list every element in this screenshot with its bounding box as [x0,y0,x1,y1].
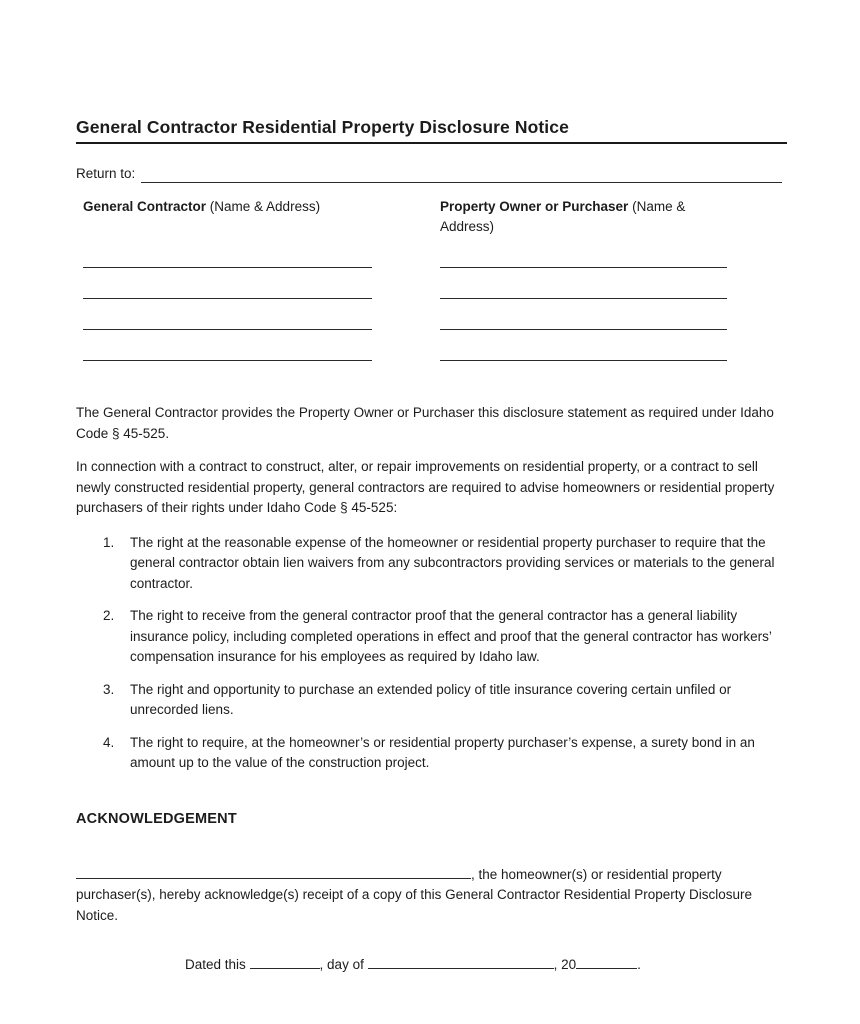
blank-line [83,237,372,268]
blank-line [440,268,727,299]
list-item [76,533,787,595]
property-owner-column [440,197,787,361]
property-owner-heading-normal: (Name & Address) [440,199,686,234]
intro-paragraph: The General Contractor provides the Property Owner or Purchaser this disclosure statement as required under Idaho Code § 45-525. [76,405,774,441]
signer-name-blank-line [76,865,471,879]
dated-month-blank-line [368,955,554,969]
document-content [76,116,787,976]
dated-line [185,955,787,976]
list-item [76,733,787,774]
blank-line [440,330,727,361]
acknowledgement-heading: ACKNOWLEDGEMENT [76,810,237,827]
list-item-number: 3. [103,681,115,697]
return-to-label: Return to: [76,166,136,181]
property-owner-heading [440,197,730,237]
list-item-text: The right to receive from the general contractor proof that the general contractor has a general liability insurance policy, including completed operations in effect and proof that the general contractor has workers’ compensation insurance for his employees as required by Idaho law. [130,608,772,664]
parties-columns [76,197,787,361]
blank-line [83,268,372,299]
acknowledgement-text: , the homeowner(s) or residential property purchaser(s), hereby acknowledge(s) receipt of a copy of this General Contractor Residential Property Disclosure Notice. [76,866,753,923]
list-item-number: 1. [103,534,115,550]
dated-year-blank-line [576,955,637,969]
acknowledgement-paragraph [76,865,787,927]
list-item-text: The right to require, at the homeowner’s or residential property purchaser’s expense, a surety bond in an amount up to the value of the construction project. [130,734,755,770]
general-contractor-heading-normal: (Name & Address) [206,199,321,214]
general-contractor-column [76,197,372,361]
dated-prefix: Dated this [185,957,250,972]
dated-year-prefix: , 20 [553,957,577,972]
blank-line [83,299,372,330]
dated-day-blank-line [250,955,320,969]
list-item [76,680,787,721]
dated-suffix: . [637,957,641,972]
general-contractor-heading [76,197,372,237]
return-to-row [76,165,787,183]
list-item-number: 2. [103,608,115,623]
return-to-blank-line [141,167,782,183]
list-item-number: 4. [103,734,115,750]
blank-line [440,237,727,268]
property-owner-heading-bold: Property Owner or Purchaser [440,199,629,214]
blank-line [83,330,372,361]
general-contractor-heading-bold: General Contractor [83,199,207,214]
list-item-text: The right at the reasonable expense of the homeowner or residential property purchaser to require that the general contractor obtain lien waivers from any subcontractors providing services or materials to the general contractor. [130,534,775,591]
document-title: General Contractor Residential Property Disclosure Notice [76,116,787,144]
rights-list [76,533,787,774]
rights-lead-in-paragraph: In connection with a contract to construct, alter, or repair improvements on residential property, or a contract to sell newly constructed residential property, general contractors are required to advise homeowners or residential property purchasers of their rights under Idaho Code § 45-525: [76,459,775,515]
dated-middle: , day of [319,957,368,972]
list-item [76,606,787,668]
list-item-text: The right and opportunity to purchase an extended policy of title insurance covering certain unfiled or unrecorded liens. [130,681,732,717]
blank-line [440,299,727,330]
